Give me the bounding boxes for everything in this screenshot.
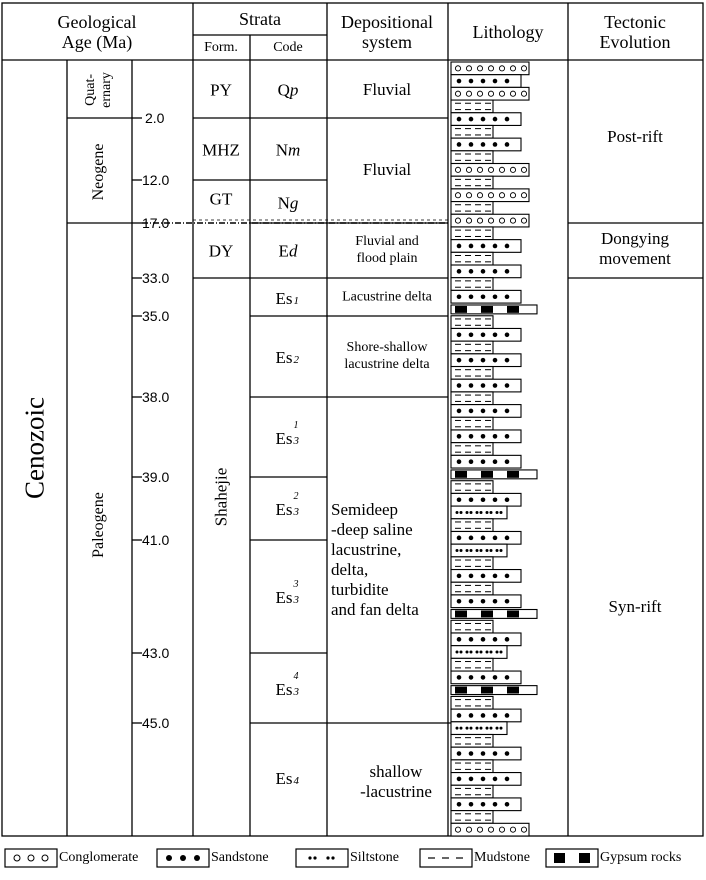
lithology-layer-sandstone bbox=[451, 379, 521, 392]
lithology-layer-sandstone bbox=[451, 747, 521, 760]
lithology-layer-mudstone bbox=[451, 734, 493, 747]
lithology-layer-siltstone bbox=[451, 544, 507, 557]
lithology-layer-mudstone bbox=[451, 202, 493, 215]
lithology-layer-mudstone bbox=[451, 785, 493, 798]
legend-mudstone-label: Mudstone bbox=[474, 850, 530, 865]
lithology-layer-conglomerate bbox=[451, 189, 529, 202]
lithology-layer-mudstone bbox=[451, 557, 493, 570]
legend-sandstone-label: Sandstone bbox=[211, 850, 269, 865]
lithology-layer-mudstone bbox=[451, 582, 493, 595]
lithology-layer-mudstone bbox=[451, 481, 493, 494]
lithology-layer-mudstone bbox=[451, 316, 493, 329]
lithology-layer-conglomerate bbox=[451, 87, 529, 100]
formation-label: MHZ bbox=[202, 140, 240, 160]
lithology-layer-mudstone bbox=[451, 176, 493, 189]
lithology-layer-sandstone bbox=[451, 633, 521, 646]
lithology-layer-mudstone bbox=[451, 278, 493, 291]
lithology-layer-mudstone bbox=[451, 443, 493, 456]
legend-conglomerate-icon bbox=[14, 855, 48, 861]
code-label: Qp bbox=[277, 80, 299, 100]
legend-sandstone-icon bbox=[166, 855, 200, 861]
depositional-label: shallow -lacustrine bbox=[360, 762, 432, 801]
code-label: Es 1 3 bbox=[275, 420, 299, 448]
lithology-layer-sandstone bbox=[451, 265, 521, 278]
lithology-layer-sandstone bbox=[451, 773, 521, 786]
lithology-layer-conglomerate bbox=[451, 62, 529, 75]
lithology-layer-gypsum bbox=[451, 686, 537, 695]
depositional-label: Shore-shallow lacustrine delta bbox=[344, 340, 430, 372]
lithology-layer-mudstone bbox=[451, 341, 493, 354]
lithology-layer-mudstone bbox=[451, 811, 493, 824]
age-label: 39.0 bbox=[142, 469, 170, 485]
lithology-layer-sandstone bbox=[451, 595, 521, 608]
age-label: 45.0 bbox=[142, 715, 170, 731]
lithology-layer-mudstone bbox=[451, 658, 493, 671]
lithology-layer-mudstone bbox=[451, 392, 493, 405]
lithology-layer-sandstone bbox=[451, 240, 521, 253]
lithology-layer-sandstone bbox=[451, 113, 521, 126]
age-label: 38.0 bbox=[142, 389, 170, 405]
depositional-label: Fluvial bbox=[362, 80, 412, 99]
age-label: 2.0 bbox=[145, 110, 165, 126]
code-label: Es 3 3 bbox=[275, 579, 299, 607]
lithology-layer-mudstone bbox=[451, 227, 493, 240]
lithology-layer-sandstone bbox=[451, 405, 521, 418]
lithology-layer-sandstone bbox=[451, 455, 521, 468]
lithology-layer-gypsum bbox=[451, 470, 537, 479]
age-label: 35.0 bbox=[142, 308, 170, 324]
tectonic-header: Tectonic Evolution bbox=[599, 12, 671, 52]
age-label: 17.0 bbox=[142, 215, 170, 231]
lithology-layer-sandstone bbox=[451, 138, 521, 151]
period-neogene: Neogene bbox=[90, 143, 107, 201]
legend-gypsum-icon bbox=[554, 853, 590, 863]
formation-label-shahejie: Shahejie bbox=[211, 467, 231, 527]
formation-label: DY bbox=[208, 241, 234, 261]
age-label: 43.0 bbox=[142, 645, 170, 661]
code-label: Es 1 bbox=[275, 289, 299, 308]
lithology-layer-conglomerate bbox=[451, 823, 529, 836]
age-label: 12.0 bbox=[142, 172, 170, 188]
code-label: Es 4 3 bbox=[275, 671, 299, 699]
code-label: Es 2 bbox=[275, 348, 299, 367]
lithology-layer-sandstone bbox=[451, 354, 521, 367]
lithology-layer-sandstone bbox=[451, 493, 521, 506]
lithology-layer-sandstone bbox=[451, 798, 521, 811]
lithology-layer-mudstone bbox=[451, 417, 493, 430]
lithology-layer-conglomerate bbox=[451, 214, 529, 227]
lithology-layer-mudstone bbox=[451, 696, 493, 709]
legend-siltstone-icon bbox=[308, 856, 334, 859]
code-label: Es 2 3 bbox=[275, 491, 299, 519]
code-label: Es 4 bbox=[275, 769, 299, 788]
depositional-label: Lacustrine delta bbox=[342, 289, 432, 305]
lithology-layer-sandstone bbox=[451, 570, 521, 583]
lithology-layer-gypsum bbox=[451, 610, 537, 619]
code-subheader: Code bbox=[273, 40, 303, 55]
lithology-layer-siltstone bbox=[451, 506, 507, 519]
lithology-layer-mudstone bbox=[451, 367, 493, 380]
age-header: Geological Age (Ma) bbox=[57, 12, 137, 52]
lithology-layer-sandstone bbox=[451, 671, 521, 684]
lithology-column bbox=[451, 62, 537, 836]
lithology-layer-sandstone bbox=[451, 430, 521, 443]
lithology-layer-mudstone bbox=[451, 620, 493, 633]
lithology-layer-siltstone bbox=[451, 646, 507, 659]
code-label: Ed bbox=[278, 241, 298, 261]
period-paleogene: Paleogene bbox=[90, 492, 107, 558]
lithology-layer-gypsum bbox=[451, 305, 537, 314]
depositional-label: Fluvial and flood plain bbox=[355, 234, 419, 266]
age-label: 33.0 bbox=[142, 270, 170, 286]
lithology-layer-conglomerate bbox=[451, 164, 529, 177]
legend-siltstone-label: Siltstone bbox=[350, 850, 400, 865]
formation-label: GT bbox=[209, 189, 233, 209]
period-quaternary: Quat- ernary bbox=[83, 72, 114, 108]
lithology-layer-mudstone bbox=[451, 100, 493, 113]
lithology-header: Lithology bbox=[472, 22, 544, 42]
lithology-layer-siltstone bbox=[451, 722, 507, 735]
lithology-layer-sandstone bbox=[451, 531, 521, 544]
depositional-label: Fluvial bbox=[362, 160, 412, 179]
lithology-layer-mudstone bbox=[451, 760, 493, 773]
lithology-layer-sandstone bbox=[451, 75, 521, 88]
lithology-layer-mudstone bbox=[451, 519, 493, 532]
tectonic-label: Post-rift bbox=[607, 127, 663, 146]
legend-gypsum-label: Gypsum rocks bbox=[600, 850, 682, 865]
form-subheader: Form. bbox=[204, 40, 238, 55]
lithology-layer-mudstone bbox=[451, 252, 493, 265]
formation-label: PY bbox=[210, 80, 232, 100]
lithology-layer-sandstone bbox=[451, 290, 521, 303]
age-label: 41.0 bbox=[142, 532, 170, 548]
lithology-layer-mudstone bbox=[451, 125, 493, 138]
code-label: Ng bbox=[277, 193, 299, 213]
code-label: Nm bbox=[275, 140, 301, 160]
tectonic-label: Syn-rift bbox=[608, 597, 662, 616]
lithology-layer-sandstone bbox=[451, 709, 521, 722]
lithology-layer-sandstone bbox=[451, 328, 521, 341]
era-label: Cenozoic bbox=[19, 397, 50, 499]
depositional-label: Semideep -deep saline lacustrine, delta, turbidite and fan delta bbox=[331, 500, 419, 619]
tectonic-label: Dongying movement bbox=[599, 229, 671, 268]
lithology-layer-mudstone bbox=[451, 151, 493, 164]
legend-conglomerate-label: Conglomerate bbox=[59, 850, 139, 865]
strata-header: Strata bbox=[239, 9, 281, 29]
depositional-header: Depositional system bbox=[341, 12, 433, 52]
